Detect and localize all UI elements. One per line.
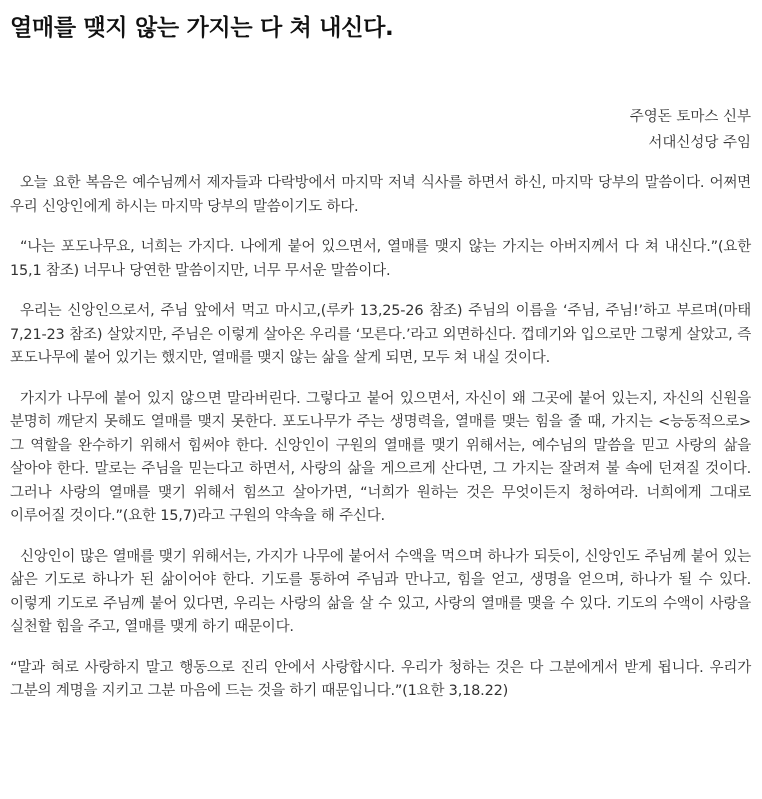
paragraph-6-quote: “말과 혀로 사랑하지 말고 행동으로 진리 안에서 사랑합시다. 우리가 청하는 것은 다 그분에게서 받게 됩니다. 우리가 그분의 계명을 지키고 그분 마음에 드는 것을 하기 때문입니다.”(1요한 3,18.22) <box>10 659 751 699</box>
author-name: 주영돈 토마스 신부 <box>629 109 751 125</box>
paragraph-5: 신앙인이 많은 열매를 맺기 위해서는, 가지가 나무에 붙어서 수액을 먹으며 하나가 되듯이, 신앙인도 주님께 붙어 있는 삶은 기도로 하나가 된 삶이어야 한다. 기도를 통하여 주님과 만나고, 힘을 얻고, 생명을 얻으며, 하나가 될 수 있다. 이렇게 기도로 주님께 붙어 있다면, 우리는 사랑의 삶을 살 수 있고, 사랑의 열매를 맺을 수 있다. 기도의 수액이 사랑을 실천할 힘을 주고, 열매를 맺게 하기 때문이다. <box>10 548 751 635</box>
article-title: 열매를 맺지 않는 가지는 다 쳐 내신다. <box>10 15 394 41</box>
paragraph-3: 우리는 신앙인으로서, 주님 앞에서 먹고 마시고,(루카 13,25-26 참조) 주님의 이름을 ‘주님, 주님!’하고 부르며(마태 7,21-23 참조) 살았지만, 주님은 이렇게 살아온 우리를 ‘모른다.’라고 외면하신다. 껍데기와 입으로만 그렇게 살았고, 즉 포도나무에 붙어 있기는 했지만, 열매를 맺지 않는 삶을 살게 되면, 모두 쳐 내실 것이다. <box>10 303 751 366</box>
paragraph-1: 오늘 요한 복음은 예수님께서 제자들과 다락방에서 마지막 저녁 식사를 하면서 하신, 마지막 당부의 말씀이다. 어쩌면 우리 신앙인에게 하시는 마지막 당부의 말씀이기도 하다. <box>10 175 751 215</box>
author-block <box>10 104 751 156</box>
author-position: 서대신성당 주임 <box>648 135 751 151</box>
article-body <box>10 172 751 704</box>
paragraph-2: “나는 포도나무요, 너희는 가지다. 나에게 붙어 있으면서, 열매를 맺지 않는 가지는 아버지께서 다 쳐 내신다.”(요한 15,1 참조) 너무나 당연한 말씀이지만, 너무 무서운 말씀이다. <box>10 239 751 279</box>
paragraph-4: 가지가 나무에 붙어 있지 않으면 말라버린다. 그렇다고 붙어 있으면서, 자신이 왜 그곳에 붙어 있는지, 자신의 신원을 분명히 깨닫지 못해도 열매를 맺지 못한다. 포도나무가 주는 생명력을, 열매를 맺는 힘을 줄 때, 가지는 <능동적으로> 그 역할을 완수하기 위해서 힘써야 한다. 신앙인이 구원의 열매를 맺기 위해서는, 예수님의 말씀을 믿고 사랑의 삶을 살아야 한다. 말로는 주님을 믿는다고 하면서, 사랑의 삶을 게으르게 산다면, 그 가지는 잘려져 불 속에 던져질 것이다. 그러나 사랑의 열매를 맺기 위해서 힘쓰고 살아가면, “너희가 원하는 것은 무엇이든지 청하여라. 너희에게 그대로 이루어질 것이다.”(요한 15,7)라고 구원의 약속을 해 주신다. <box>10 390 751 524</box>
